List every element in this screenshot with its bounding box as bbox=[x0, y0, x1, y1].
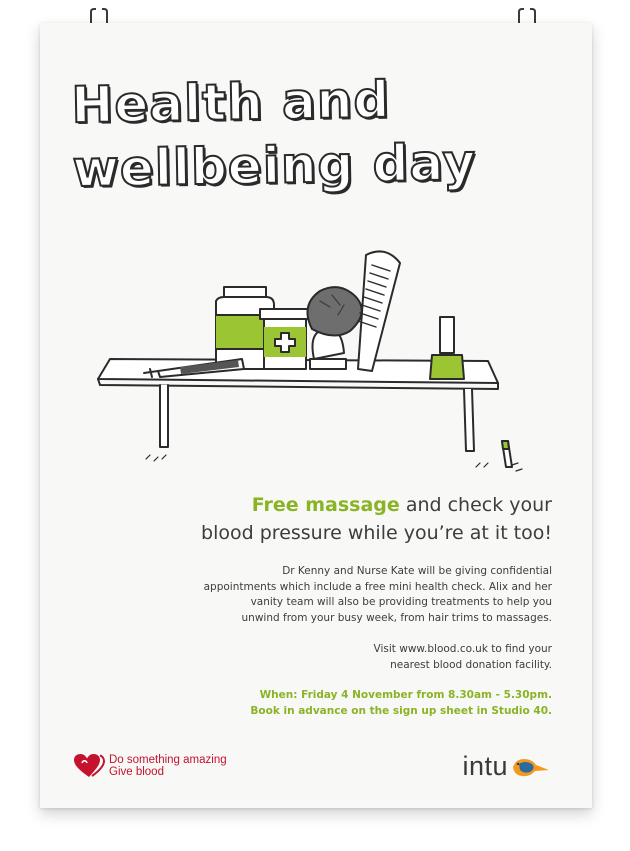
body-line: vanity team will also be providing treatments to help you bbox=[250, 596, 552, 608]
give-blood-tagline bbox=[109, 754, 227, 778]
visit-line: Visit www.blood.co.uk to find your bbox=[373, 643, 552, 655]
tagline-line-1: Do something amazing bbox=[109, 754, 227, 766]
headline-accent: Free massage bbox=[251, 494, 400, 516]
table-illustration bbox=[88, 209, 558, 499]
headline-line-2: blood pressure while you’re at it too! bbox=[201, 522, 552, 544]
give-blood-logo bbox=[73, 751, 227, 781]
poster-title bbox=[71, 65, 553, 201]
event-booking: Book in advance on the sign up sheet in Studio 40. bbox=[250, 704, 552, 717]
intu-logo bbox=[462, 751, 550, 782]
headline-rest: and check your bbox=[399, 494, 552, 516]
title-line-2: wellbeing day bbox=[72, 133, 477, 199]
body-line: Dr Kenny and Nurse Kate will be giving confidential bbox=[282, 565, 552, 577]
poster bbox=[40, 23, 592, 808]
bird-icon bbox=[510, 756, 550, 778]
heart-icon bbox=[73, 753, 105, 779]
headline bbox=[132, 491, 552, 547]
visit-paragraph bbox=[182, 642, 552, 673]
body-line: unwind from your busy week, from hair trims to massages. bbox=[241, 611, 552, 624]
visit-line: nearest blood donation facility. bbox=[390, 658, 552, 671]
tagline-line-2: Give blood bbox=[109, 766, 164, 778]
title-line-1: Health and bbox=[70, 70, 391, 135]
intu-wordmark: intu bbox=[462, 751, 508, 781]
event-when: When: Friday 4 November from 8.30am - 5.30pm. bbox=[259, 689, 552, 701]
body-line: appointments which include a free mini health check. Alix and her bbox=[203, 580, 552, 593]
body-paragraph bbox=[182, 564, 552, 626]
event-details bbox=[152, 688, 552, 719]
